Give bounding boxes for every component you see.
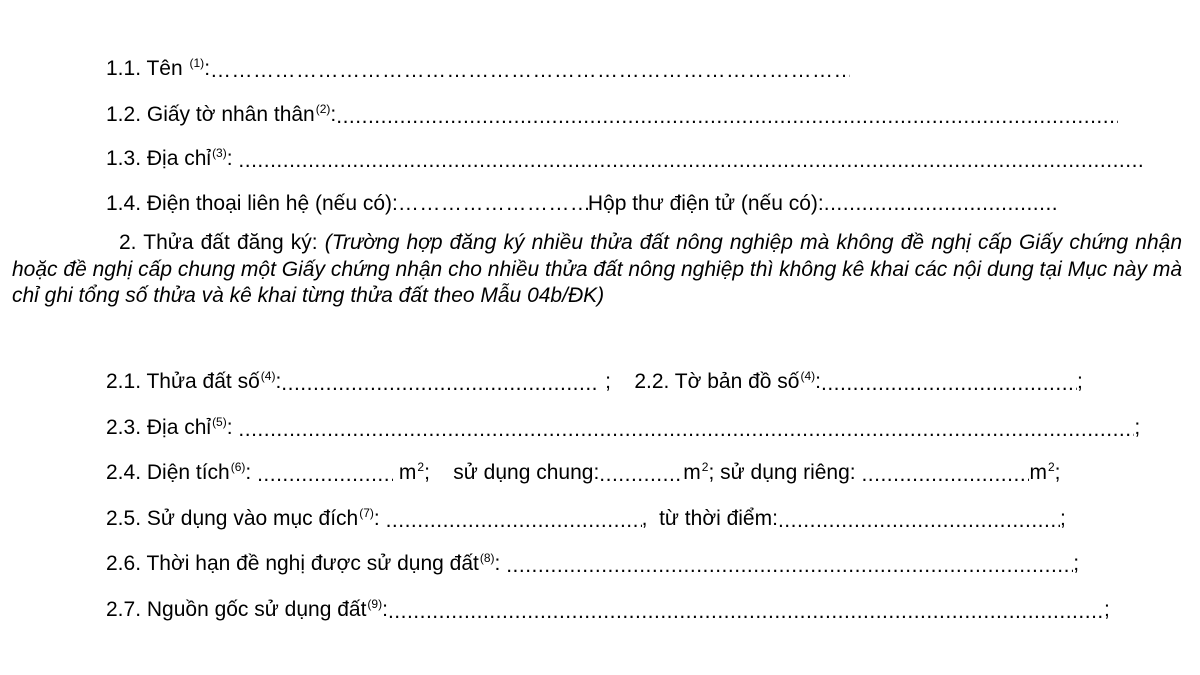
field-nguon-goc	[106, 597, 1110, 623]
line-end: ;	[1134, 416, 1141, 439]
field-colon: :	[382, 598, 388, 621]
fill-line[interactable]	[210, 58, 850, 84]
footnote-ref: (8)	[479, 551, 495, 565]
footnote-ref: (5)	[212, 415, 227, 429]
fill-line[interactable]	[388, 599, 1104, 625]
fill-line-muc-dich[interactable]	[386, 508, 642, 534]
field-label: 2.3. Địa chỉ	[106, 416, 212, 439]
footnote-ref: (4)	[800, 369, 816, 383]
separator: ;	[424, 461, 454, 484]
field-colon: :	[815, 370, 821, 393]
field-label-thoi-diem: từ thời điểm:	[659, 507, 778, 530]
unit-sup: 2	[1047, 460, 1055, 474]
field-thoi-han	[106, 551, 1079, 577]
fill-line-thoi-diem[interactable]	[778, 508, 1060, 534]
unit-sup: 2	[417, 460, 425, 474]
field-label: 2.5. Sử dụng vào mục đích	[106, 507, 359, 530]
fill-line-rieng[interactable]	[861, 462, 1029, 488]
section-label: 2. Thửa đất đăng ký:	[119, 231, 325, 254]
field-colon: :	[373, 507, 386, 530]
field-dia-chi	[106, 146, 1143, 172]
field-label: 2.7. Nguồn gốc sử dụng đất	[106, 598, 367, 621]
separator: ;	[599, 370, 635, 393]
fill-line[interactable]	[336, 104, 1118, 130]
field-colon: :	[226, 416, 239, 439]
field-label: 1.3. Địa chỉ	[106, 147, 212, 170]
unit: m	[393, 461, 417, 484]
section-thua-dat-dang-ky	[12, 230, 1182, 310]
line-end: ;	[1059, 507, 1066, 530]
fill-line-dien-tich[interactable]	[257, 462, 393, 488]
field-label: 2.1. Thửa đất số	[106, 370, 260, 393]
unit: m	[1029, 461, 1047, 484]
field-colon: :	[245, 461, 258, 484]
fill-line-phone[interactable]	[398, 191, 588, 217]
line-end: ;	[1054, 461, 1061, 484]
field-label-su-dung-chung: sử dụng chung:	[453, 461, 600, 484]
field-giay-to-nhan-than	[106, 102, 1118, 128]
field-muc-dich	[106, 506, 1066, 532]
footnote-ref: (1)	[189, 56, 205, 70]
section-note: (Trường hợp đăng ký nhiều thửa đất nông nghiệp mà không đề nghị cấp Giấy chứng nhận hoặc đề nghị cấp chung một Giấy chứng nhận cho nhiều thửa đất nông nghiệp thì không kê khai các nội dung tại Mục này mà chỉ ghi tổng số thửa và kê khai từng thửa đất theo Mẫu 04b/ĐK)	[12, 231, 1183, 307]
fill-line[interactable]	[506, 553, 1073, 579]
footnote-ref: (9)	[367, 597, 383, 611]
unit-sup: 2	[701, 460, 709, 474]
footnote-ref: (7)	[359, 506, 374, 520]
field-dia-chi-thua	[106, 415, 1140, 441]
field-colon: :	[494, 552, 507, 575]
field-dien-tich	[106, 460, 1060, 486]
field-colon: :	[330, 103, 337, 126]
unit: m	[683, 461, 701, 484]
field-label-su-dung-rieng: ; sử dụng riêng:	[708, 461, 862, 484]
fill-line[interactable]	[238, 417, 1134, 443]
separator: ,	[641, 507, 660, 530]
fill-line-to-ban-do[interactable]	[821, 371, 1077, 397]
line-end: ;	[1073, 552, 1080, 575]
field-label: 1.4. Điện thoại liên hệ (nếu có):	[106, 192, 398, 215]
footnote-ref: (2)	[315, 102, 331, 116]
footnote-ref: (6)	[230, 460, 246, 474]
field-ten	[106, 56, 850, 82]
field-label: 2.6. Thời hạn đề nghị được sử dụng đất	[106, 552, 479, 575]
field-colon: :	[275, 370, 282, 393]
field-label: 1.1. Tên	[106, 57, 189, 80]
fill-line-chung[interactable]	[599, 462, 683, 488]
field-label-to-ban-do: 2.2. Tờ bản đồ số	[634, 370, 800, 393]
fill-line-thua[interactable]	[281, 371, 599, 397]
field-colon: :	[204, 57, 211, 80]
field-dien-thoai-email	[106, 191, 1056, 217]
field-colon: :	[226, 147, 239, 170]
line-end: ;	[1077, 370, 1083, 393]
field-label: 2.4. Diện tích	[106, 461, 230, 484]
field-label: 1.2. Giấy tờ nhân thân	[106, 103, 315, 126]
footnote-ref: (3)	[212, 146, 227, 160]
footnote-ref: (4)	[260, 369, 276, 383]
field-thua-dat-so	[106, 369, 1083, 395]
field-label-email: Hộp thư điện tử (nếu có):	[587, 192, 824, 215]
line-end: ;	[1103, 598, 1110, 621]
fill-line[interactable]	[238, 148, 1143, 174]
fill-line-email[interactable]	[824, 191, 1056, 217]
